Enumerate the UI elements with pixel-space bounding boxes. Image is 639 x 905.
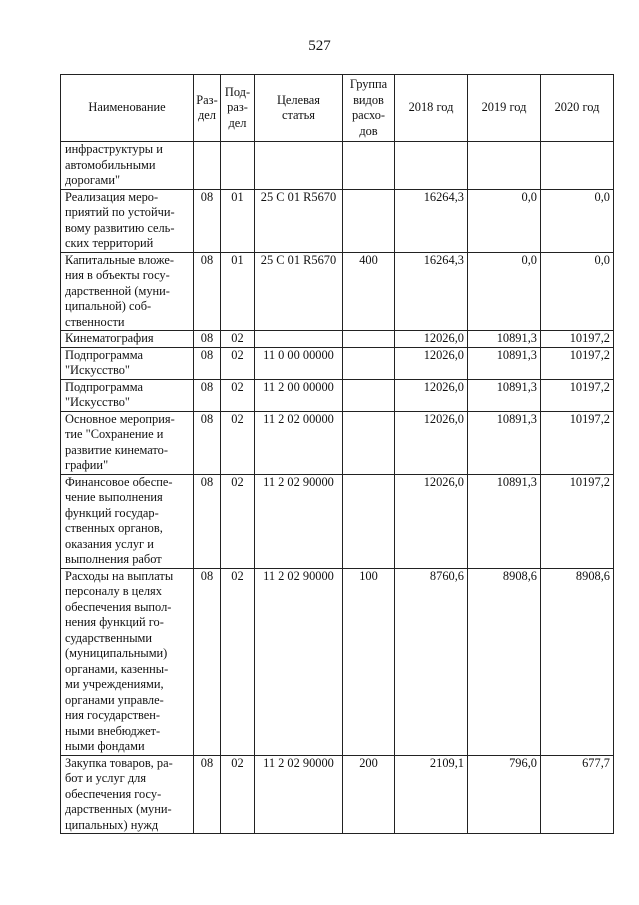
cell-name-line: ния государствен- [65, 708, 161, 722]
header-group-line: видов [353, 92, 384, 107]
cell-podrazdel: 01 [221, 189, 255, 252]
table-body [61, 142, 614, 834]
cell-name-line: выполнения работ [65, 552, 162, 566]
cell-podrazdel: 02 [221, 474, 255, 568]
cell-article: 25 С 01 R5670 [255, 189, 343, 252]
cell-name-line: Финансовое обеспе- [65, 474, 173, 489]
cell-2018: 8760,6 [395, 568, 468, 755]
cell-name-line: Капитальные вложе- [65, 252, 175, 267]
header-article-line: статья [281, 108, 315, 122]
cell-2020: 0,0 [541, 189, 614, 252]
cell-name-line: Основное мероприя- [65, 411, 175, 426]
cell-group: 400 [343, 252, 395, 331]
table-row [61, 411, 614, 474]
cell-razdel: 08 [194, 568, 221, 755]
cell-name-line: инфраструктуры и [65, 142, 163, 156]
cell-name-line: ми учреждениями, [65, 677, 164, 691]
cell-2018: 12026,0 [395, 347, 468, 379]
table-row [61, 142, 614, 190]
cell-2020: 10197,2 [541, 331, 614, 348]
table-row [61, 568, 614, 755]
cell-2020: 10197,2 [541, 379, 614, 411]
cell-2020 [541, 142, 614, 190]
cell-name [61, 379, 194, 411]
cell-group [343, 411, 395, 474]
cell-2018: 12026,0 [395, 411, 468, 474]
cell-2019: 0,0 [468, 189, 541, 252]
cell-2019: 10891,3 [468, 474, 541, 568]
cell-name-line: сударственными [65, 630, 152, 645]
cell-name-line: ских территорий [65, 236, 154, 250]
cell-name-line: (муниципальными) [65, 646, 168, 660]
header-row [61, 75, 614, 142]
cell-name-line: приятий по устойчи- [65, 205, 175, 219]
cell-article: 11 2 02 90000 [255, 474, 343, 568]
cell-name [61, 142, 194, 190]
cell-razdel: 08 [194, 474, 221, 568]
cell-2018: 16264,3 [395, 252, 468, 331]
cell-name-line: обеспечения выпол- [65, 599, 172, 614]
cell-name-line: Подпрограмма [65, 379, 143, 394]
cell-group [343, 331, 395, 348]
budget-table [60, 74, 614, 834]
cell-name-line: Кинематография [65, 331, 154, 345]
table-row [61, 252, 614, 331]
cell-razdel: 08 [194, 755, 221, 834]
cell-name [61, 331, 194, 348]
cell-name-line: персоналу в целях [65, 584, 162, 598]
cell-2018: 2109,1 [395, 755, 468, 834]
cell-2019 [468, 142, 541, 190]
cell-name-line: "Искусство" [65, 363, 130, 377]
cell-2020: 10197,2 [541, 347, 614, 379]
cell-name-line: оказания услуг и [65, 536, 154, 551]
cell-name-line: органами, казенны- [65, 661, 169, 676]
cell-article: 11 2 00 00000 [255, 379, 343, 411]
cell-name-line: дарственных (муни- [65, 802, 172, 816]
header-2018 [395, 75, 468, 142]
cell-article: 11 2 02 90000 [255, 755, 343, 834]
cell-2019: 796,0 [468, 755, 541, 834]
cell-name-line: графии" [65, 458, 109, 472]
cell-name-line: ственности [65, 314, 125, 329]
cell-name-line: обеспечения госу- [65, 786, 162, 801]
cell-2018: 12026,0 [395, 474, 468, 568]
cell-name-line: ственных органов, [65, 521, 163, 535]
cell-name-line: ными фондами [65, 739, 145, 753]
table-row [61, 347, 614, 379]
cell-2018: 12026,0 [395, 379, 468, 411]
cell-2018: 12026,0 [395, 331, 468, 348]
header-podrazdel-line: Под- [224, 84, 251, 99]
cell-podrazdel: 02 [221, 379, 255, 411]
cell-razdel: 08 [194, 411, 221, 474]
header-article-line: Целевая [276, 92, 321, 107]
cell-podrazdel: 01 [221, 252, 255, 331]
cell-podrazdel [221, 142, 255, 190]
cell-name-line: дарственной (муни- [65, 283, 170, 298]
cell-podrazdel: 02 [221, 568, 255, 755]
cell-name-line: вому развитию сель- [65, 220, 175, 235]
cell-group [343, 142, 395, 190]
cell-podrazdel: 02 [221, 411, 255, 474]
cell-group [343, 474, 395, 568]
cell-name-line: ципальной) соб- [65, 299, 152, 313]
cell-group: 100 [343, 568, 395, 755]
header-2020-text: 2020 год [554, 100, 600, 115]
cell-razdel: 08 [194, 347, 221, 379]
header-podrazdel-line: дел [228, 115, 247, 130]
cell-podrazdel: 02 [221, 755, 255, 834]
cell-2019: 8908,6 [468, 568, 541, 755]
cell-podrazdel: 02 [221, 347, 255, 379]
cell-name-line: Расходы на выплаты [65, 568, 174, 583]
cell-razdel: 08 [194, 379, 221, 411]
cell-name-line: развитие кинемато- [65, 442, 169, 457]
header-group [343, 75, 395, 142]
header-2018-text: 2018 год [408, 100, 454, 115]
cell-2019: 10891,3 [468, 379, 541, 411]
cell-name [61, 568, 194, 755]
table-row [61, 189, 614, 252]
header-2019-text: 2019 год [481, 100, 527, 115]
cell-name-line: Подпрограмма [65, 347, 143, 362]
cell-2019: 0,0 [468, 252, 541, 331]
table-row [61, 755, 614, 834]
cell-2020: 0,0 [541, 252, 614, 331]
cell-name-line: Закупка товаров, ра- [65, 755, 173, 770]
cell-name-line: ными внебюджет- [65, 723, 161, 738]
cell-name-line: дорогами" [65, 173, 121, 187]
cell-name-line: "Искусство" [65, 395, 130, 409]
cell-name-line: Реализация меро- [65, 189, 159, 204]
header-razdel-line: дел [198, 108, 216, 122]
cell-article: 11 2 02 90000 [255, 568, 343, 755]
cell-name [61, 252, 194, 331]
cell-2020: 677,7 [541, 755, 614, 834]
header-razdel [194, 75, 221, 142]
cell-2018 [395, 142, 468, 190]
cell-razdel: 08 [194, 331, 221, 348]
cell-2020: 8908,6 [541, 568, 614, 755]
table-row [61, 379, 614, 411]
cell-article [255, 331, 343, 348]
cell-name-line: ния в объекты госу- [65, 268, 170, 282]
header-name-text: Наименование [88, 100, 166, 115]
cell-article: 25 С 01 R5670 [255, 252, 343, 331]
cell-2019: 10891,3 [468, 347, 541, 379]
cell-2018: 16264,3 [395, 189, 468, 252]
cell-2020: 10197,2 [541, 474, 614, 568]
cell-razdel [194, 142, 221, 190]
cell-name [61, 755, 194, 834]
header-2020 [541, 75, 614, 142]
cell-name-line: автомобильными [65, 157, 156, 172]
cell-name-line: функций государ- [65, 505, 159, 520]
cell-article [255, 142, 343, 190]
cell-name-line: бот и услуг для [65, 771, 147, 785]
header-name [61, 75, 194, 142]
cell-name-line: нения функций го- [65, 615, 164, 629]
cell-name-line: чение выполнения [65, 490, 163, 504]
header-razdel-line: Раз- [196, 92, 218, 107]
cell-2020: 10197,2 [541, 411, 614, 474]
cell-name [61, 189, 194, 252]
cell-article: 11 2 02 00000 [255, 411, 343, 474]
cell-name-line: ципальных) нужд [65, 817, 159, 832]
cell-name [61, 474, 194, 568]
cell-group [343, 189, 395, 252]
table-row [61, 331, 614, 348]
header-group-line: Группа [349, 77, 388, 91]
header-article [255, 75, 343, 142]
cell-group [343, 347, 395, 379]
cell-podrazdel: 02 [221, 331, 255, 348]
cell-razdel: 08 [194, 189, 221, 252]
page-number: 527 [308, 38, 331, 54]
header-podrazdel [221, 75, 255, 142]
cell-group: 200 [343, 755, 395, 834]
cell-razdel: 08 [194, 252, 221, 331]
table-row [61, 474, 614, 568]
header-2019 [468, 75, 541, 142]
cell-group [343, 379, 395, 411]
cell-name-line: тие "Сохранение и [65, 427, 164, 441]
cell-name-line: органами управле- [65, 692, 164, 707]
cell-article: 11 0 00 00000 [255, 347, 343, 379]
header-group-line: расхо- [351, 108, 386, 122]
cell-name [61, 347, 194, 379]
cell-2019: 10891,3 [468, 331, 541, 348]
cell-name [61, 411, 194, 474]
header-podrazdel-line: раз- [227, 100, 248, 115]
header-group-line: дов [359, 123, 378, 138]
cell-2019: 10891,3 [468, 411, 541, 474]
